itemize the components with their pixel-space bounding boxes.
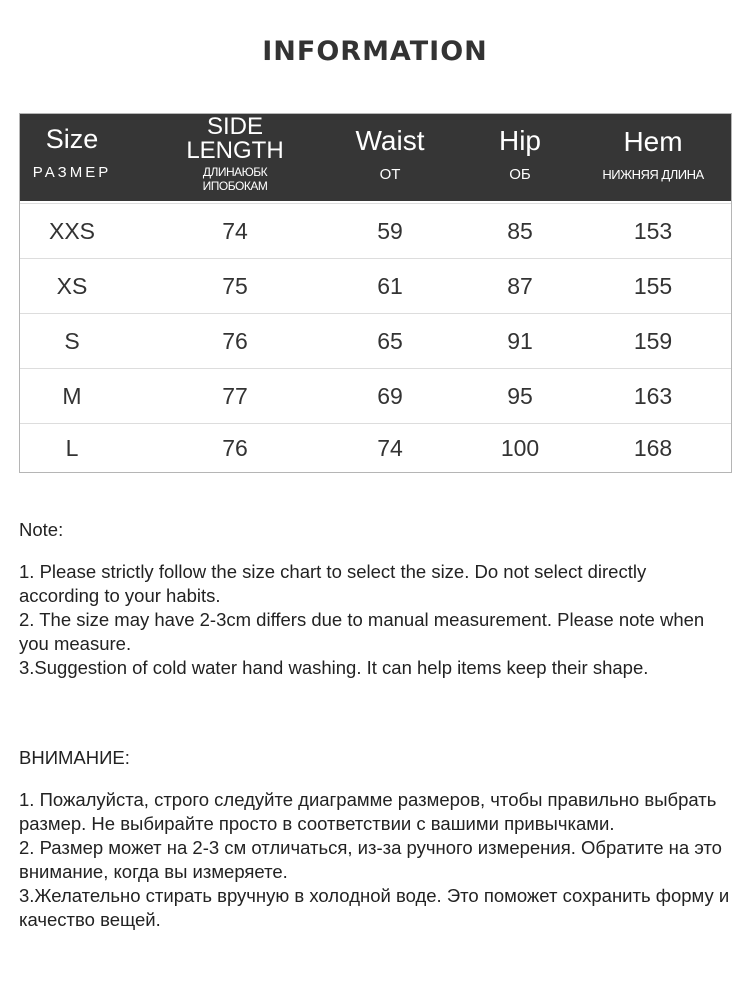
header-size-ru: РАЗМЕР <box>32 164 112 181</box>
header-size-en: Size <box>45 124 99 154</box>
cell-hem: 153 <box>633 218 673 244</box>
table-row <box>20 203 731 258</box>
attention-item: 2. Размер может на 2-3 см отличаться, из-за ручного измерения. Обратите на это внимание, когда вы измеряете. <box>19 837 722 882</box>
header-hem-ru: НИЖНЯЯ ДЛИНА <box>602 167 704 182</box>
cell-size: L <box>65 435 79 461</box>
cell-side-length: 74 <box>222 218 248 244</box>
table-row <box>20 423 731 473</box>
cell-side-length: 75 <box>222 273 248 299</box>
size-table <box>19 113 732 473</box>
cell-hip: 91 <box>507 328 533 354</box>
header-waist-en: Waist <box>355 125 425 156</box>
attention-item: 1. Пожалуйста, строго следуйте диаграмме размеров, чтобы правильно выбрать размер. Не выбирайте просто в соответствии с вашими привычками. <box>19 789 717 834</box>
attention-heading: ВНИМАНИЕ: <box>19 747 130 768</box>
note-item: 2. The size may have 2-3cm differs due to manual measurement. Please note when you measure. <box>19 609 705 654</box>
note-item: 1. Please strictly follow the size chart to select the size. Do not select directly according to your habits. <box>19 561 647 606</box>
cell-size: M <box>62 383 82 409</box>
cell-waist: 65 <box>377 328 403 354</box>
cell-hem: 159 <box>633 328 673 354</box>
header-side-length <box>155 114 315 201</box>
cell-waist: 61 <box>377 273 403 299</box>
header-hem-en: Hem <box>623 126 683 157</box>
note-item: 3.Suggestion of cold water hand washing. It can help items keep their shape. <box>19 657 649 678</box>
header-hip <box>465 114 575 201</box>
cell-hem: 155 <box>633 273 673 299</box>
cell-hip: 87 <box>507 273 533 299</box>
table-header <box>20 114 731 201</box>
attention-section <box>19 746 731 932</box>
note-section <box>19 518 731 680</box>
cell-hip: 95 <box>507 383 533 409</box>
cell-waist: 59 <box>377 218 403 244</box>
header-hip-ru: ОБ <box>509 166 531 183</box>
cell-size: XS <box>56 273 88 299</box>
cell-size: XXS <box>48 218 96 244</box>
header-size <box>20 114 124 201</box>
table-row <box>20 258 731 313</box>
header-waist-ru: ОТ <box>379 166 401 183</box>
header-hip-en: Hip <box>498 125 541 156</box>
cell-hip: 85 <box>507 218 533 244</box>
cell-side-length: 76 <box>222 435 248 461</box>
cell-hip: 100 <box>500 435 540 461</box>
cell-side-length: 77 <box>222 383 248 409</box>
cell-hem: 163 <box>633 383 673 409</box>
header-hem <box>575 114 731 201</box>
cell-side-length: 76 <box>222 328 248 354</box>
cell-hem: 168 <box>633 435 673 461</box>
cell-waist: 74 <box>377 435 403 461</box>
attention-item: 3.Желательно стирать вручную в холодной воде. Это поможет сохранить форму и качество вещей. <box>19 885 730 930</box>
table-row <box>20 368 731 423</box>
note-heading: Note: <box>19 519 64 540</box>
cell-size: S <box>64 328 80 354</box>
header-waist <box>315 114 465 201</box>
header-side-length-ru: ДЛИНАЮБК ИПОБОКАМ <box>202 165 268 193</box>
header-side-length-en: SIDE LENGTH <box>186 113 284 164</box>
page-title: INFORMATION <box>262 36 488 67</box>
table-row <box>20 313 731 368</box>
cell-waist: 69 <box>377 383 403 409</box>
